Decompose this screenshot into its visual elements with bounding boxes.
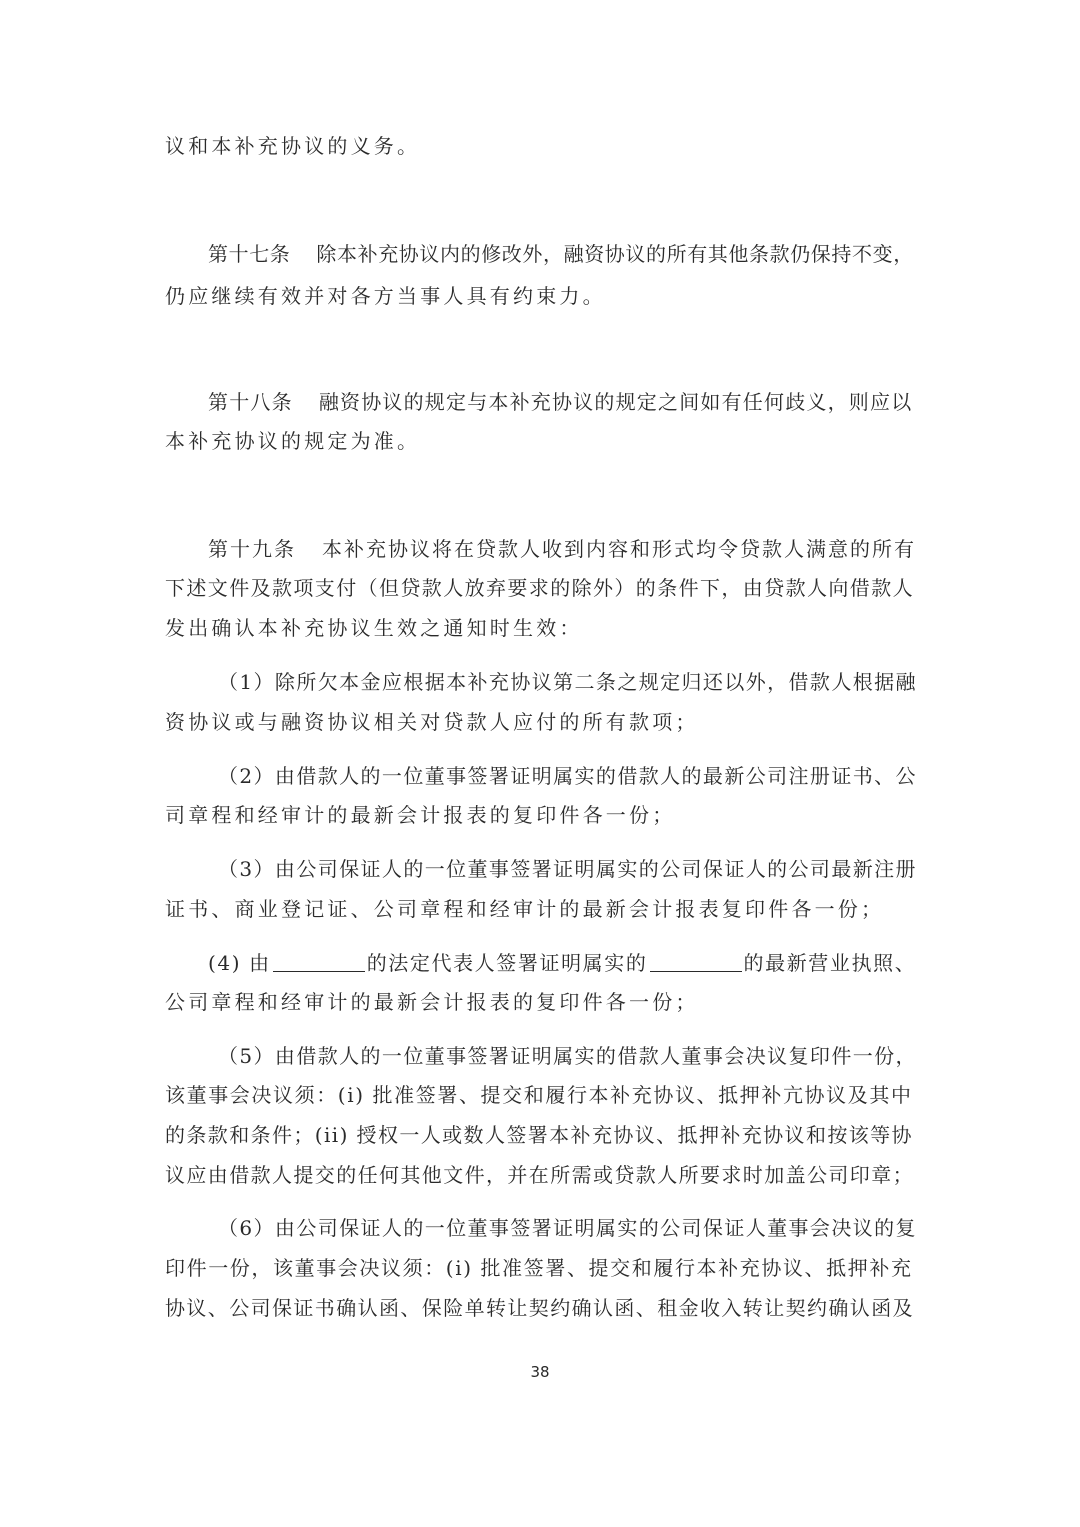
text-line: 议和本补充协议的义务。 xyxy=(165,134,421,158)
article-18-line-1 xyxy=(208,389,912,415)
article-17-line-1 xyxy=(208,241,914,267)
item-4-suffix: 的最新营业执照、 xyxy=(743,951,917,975)
article-18-label: 第十八条 xyxy=(208,390,293,414)
article-18-line-2: 本补充协议的规定为准。 xyxy=(165,429,421,453)
item-6-line-3: 协议、公司保证书确认函、保险单转让契约确认函、租金收入转让契约确认函及 xyxy=(165,1296,914,1320)
item-5-line-2: 该董事会决议须：(i) 批准签署、提交和履行本补充协议、抵押补亢协议及其中 xyxy=(165,1083,913,1107)
item-5-line-3: 的条款和条件；(ii) 授权一人或数人签署本补充协议、抵押补充协议和按该等协 xyxy=(165,1123,913,1147)
fill-in-blank-1 xyxy=(273,953,365,972)
item-4-prefix: (4) 由 xyxy=(208,951,271,975)
item-1-line-1: （1）除所欠本金应根据本补充协议第二条之规定归还以外，借款人根据融 xyxy=(218,670,917,694)
page-number: 38 xyxy=(530,1363,550,1381)
article-19-line-1 xyxy=(208,536,916,562)
item-2-line-2: 司章程和经审计的最新会计报表的复印件各一份； xyxy=(165,803,676,827)
item-3-line-1: （3）由公司保证人的一位董事签署证明属实的公司保证人的公司最新注册 xyxy=(218,857,917,881)
article-18-text: 融资协议的规定与本补充协议的规定之间如有任何歧义，则应以 xyxy=(318,390,913,414)
article-19-label: 第十九条 xyxy=(208,537,296,561)
article-17-label: 第十七条 xyxy=(208,242,291,266)
article-17-line-2: 仍应继续有效并对各方当事人具有约束力。 xyxy=(165,284,606,308)
item-6-line-1: （6）由公司保证人的一位董事签署证明属实的公司保证人董事会决议的复 xyxy=(218,1216,917,1240)
item-4-line-2: 公司章程和经审计的最新会计报表的复印件各一份； xyxy=(165,990,699,1014)
item-3-line-2: 证书、商业登记证、公司章程和经审计的最新会计报表复印件各一份； xyxy=(165,897,885,921)
item-4-middle: 的法定代表人签署证明属实的 xyxy=(366,951,648,975)
article-19-text: 本补充协议将在贷款人收到内容和形式均令贷款人满意的所有 xyxy=(322,537,916,561)
item-5-line-4: 议应由借款人提交的任何其他文件，并在所需或贷款人所要求时加盖公司印章； xyxy=(165,1163,914,1187)
fill-in-blank-2 xyxy=(650,953,742,972)
item-4-line-1 xyxy=(208,950,916,976)
item-5-line-1: （5）由借款人的一位董事签署证明属实的借款人董事会决议复印件一份， xyxy=(218,1044,917,1068)
item-2-line-1: （2）由借款人的一位董事签署证明属实的借款人的最新公司注册证书、公 xyxy=(218,764,917,788)
article-19-line-3: 发出确认本补充协议生效之通知时生效： xyxy=(165,616,583,640)
article-19-line-2: 下述文件及款项支付（但贷款人放弃要求的除外）的条件下，由贷款人向借款人 xyxy=(165,576,914,600)
article-17-text: 除本补充协议内的修改外，融资协议的所有其他条款仍保持不变， xyxy=(316,242,914,266)
item-1-line-2: 资协议或与融资协议相关对贷款人应付的所有款项； xyxy=(165,710,699,734)
item-6-line-2: 印件一份，该董事会决议须：(i) 批准签署、提交和履行本补充协议、抵押补充 xyxy=(165,1256,913,1280)
